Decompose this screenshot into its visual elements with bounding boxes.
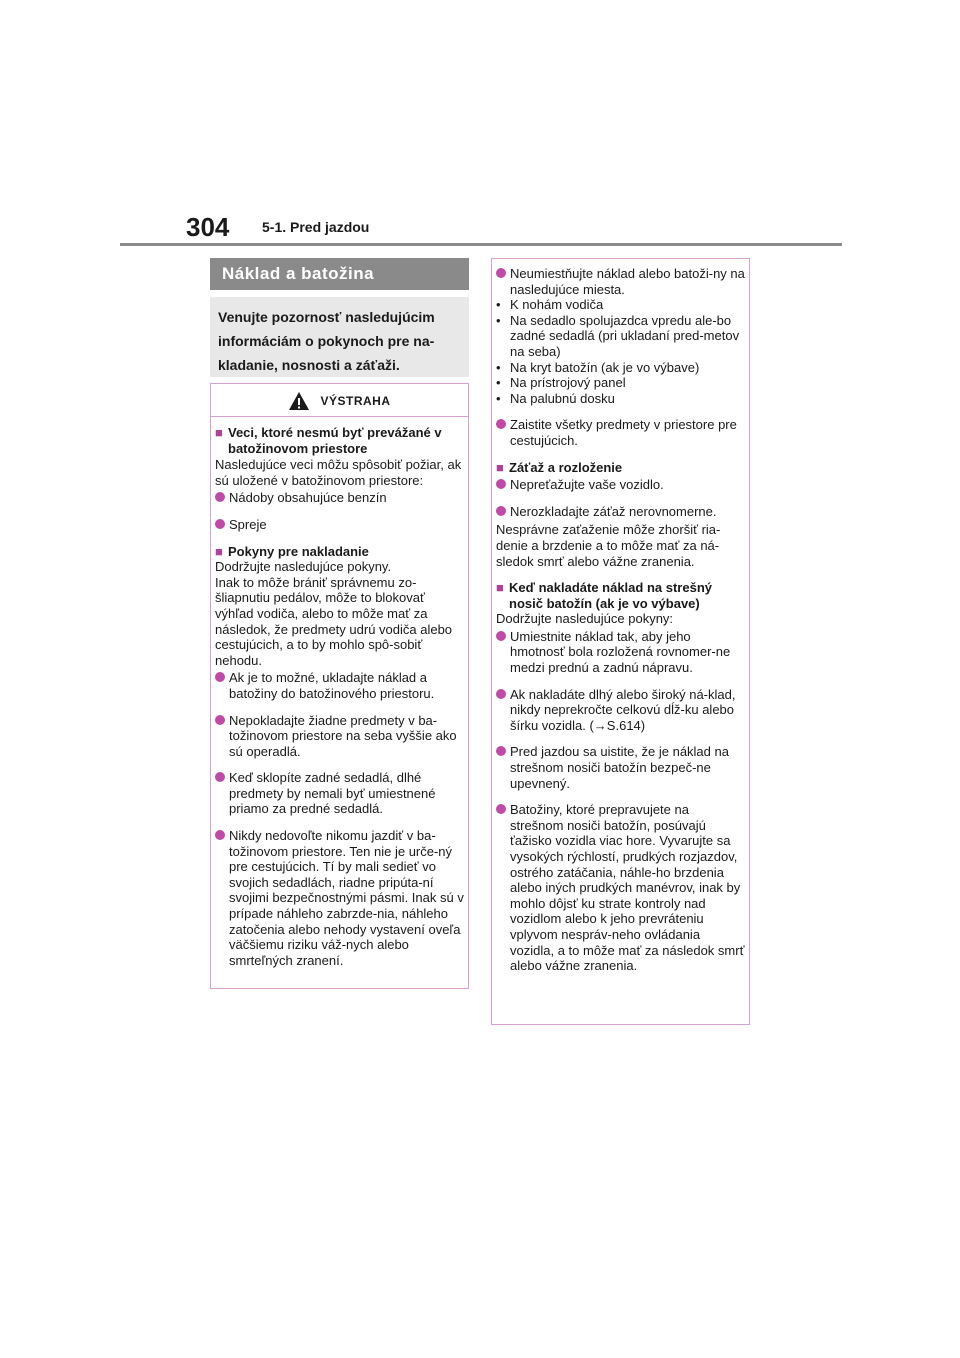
square-bullet-icon: ■	[496, 459, 504, 475]
bullet-dot-icon	[496, 746, 506, 756]
warning-header	[211, 384, 468, 417]
list-item: Nepokladajte žiadne predmety v ba-tožinovom priestore na seba vyššie ako sú operadlá.	[215, 713, 464, 760]
bullet-dot-icon	[496, 506, 506, 516]
list-item: Ak je to možné, ukladajte náklad a batožiny do batožinového priestoru.	[215, 670, 464, 701]
warning-triangle-icon	[288, 391, 310, 411]
dash-item: • Na prístrojový panel	[496, 375, 626, 391]
dash-item: • Na palubnú dosku	[496, 390, 615, 406]
square-bullet-icon: ■	[496, 580, 504, 596]
bullet-dot-icon	[215, 715, 225, 725]
paragraph: Nasledujúce veci môžu spôsobiť požiar, ak sú uložené v batožinovom priestore:	[215, 457, 462, 488]
subheading: ■ Záťaž a rozloženie	[496, 459, 623, 475]
list-item: Pred jazdou sa uistite, že je náklad na strešnom nosiči batožín bezpeč-ne upevnený.	[496, 744, 745, 791]
intro-text: Venujte pozornosť nasledujúcim informáciám o pokynoch pre na-kladanie, nosnosti a záťaži.	[210, 297, 469, 377]
bullet-dot-icon	[215, 492, 225, 502]
subheading: ■ Keď nakladáte náklad na strešný nosič batožín (ak je vo výbave)	[496, 580, 712, 611]
dash-item: • K nohám vodiča	[496, 297, 604, 313]
bullet-dot-icon	[496, 268, 506, 278]
dash-item: • Na sedadlo spolujazdca vpredu ale-bo zadné sedadlá (pri ukladaní pred-metov na seba)	[496, 312, 740, 359]
section-label: 5-1. Pred jazdou	[262, 219, 370, 235]
subheading: ■ Pokyny pre nakladanie	[215, 543, 369, 559]
list-item: Nikdy nedovoľte nikomu jazdiť v ba-tožinovom priestore. Ten nie je urče-ný pre cestujúcich. Tí by mali sedieť vo svojich sedadlách, riadne pripúta-ní svojimi bezpečnostnými pásmi. Inak sú v prípade náhleho zabrzde-nia, náhleho zatočenia alebo nehody vystavení oveľa väčšiemu riziku váž-nych alebo smrteľných zranení.	[215, 828, 464, 968]
bullet-dot-icon	[215, 772, 225, 782]
bullet-dot-icon	[496, 479, 506, 489]
dash-item: • Na kryt batožín (ak je vo výbave)	[496, 359, 700, 375]
warning-label: VÝSTRAHA	[320, 394, 391, 408]
list-item: Umiestnite náklad tak, aby jeho hmotnosť bola rozložená rovnomer-ne medzi prednú a zadnú nápravu.	[496, 629, 745, 676]
square-bullet-icon: ■	[215, 425, 223, 440]
list-item: Nádoby obsahujúce benzín	[215, 490, 464, 506]
warning-box-left	[210, 383, 469, 989]
bullet-dot-icon	[496, 689, 506, 699]
bullet-dot-icon	[496, 419, 506, 429]
paragraph: Dodržujte nasledujúce pokyny. Inak to môže brániť správnemu zo-šliapnutiu pedálov, môže to blokovať výhľad vodiča, alebo to môže mať za následok, že predmety udrú vodiča alebo cestujúcich, a to by mohlo spô-sobiť nehodu.	[215, 559, 453, 668]
page-title: Náklad a batožina	[210, 258, 469, 290]
warning-box-right	[491, 258, 750, 1025]
paragraph: Nesprávne zaťaženie môže zhoršiť ria-denie a brzdenie a to môže mať za ná-sledok smrť alebo vážne zranenia.	[496, 522, 721, 569]
page-number: 304	[186, 212, 230, 242]
list-item: Spreje	[215, 517, 464, 533]
bullet-dot-icon	[215, 672, 225, 682]
bullet-dot-icon	[496, 804, 506, 814]
list-item: Neumiestňujte náklad alebo batoži-ny na nasledujúce miesta.	[496, 266, 745, 297]
list-item: Zaistite všetky predmety v priestore pre cestujúcich.	[496, 417, 745, 448]
list-item: Nepreťažujte vaše vozidlo.	[496, 477, 745, 493]
list-item: Nerozkladajte záťaž nerovnomerne.	[496, 504, 745, 520]
bullet-dot-icon	[496, 631, 506, 641]
subheading: ■ Veci, ktoré nesmú byť prevážané v batožinovom priestore	[215, 425, 442, 456]
warning-content-left	[211, 417, 468, 968]
paragraph: Dodržujte nasledujúce pokyny:	[496, 611, 674, 627]
square-bullet-icon: ■	[215, 543, 223, 559]
list-item: Batožiny, ktoré prepravujete na strešnom nosiči batožín, posúvajú ťažisko vozidla viac hore. Vyvarujte sa vysokých rýchlostí, prudkých rozjazdov, ostrého zatáčania, náhle-ho brzdenia alebo iných prudkých manévrov, inak by mohlo dôjsť ku strate kontroly nad vozidlom alebo k jeho prevráteniu vplyvom nespráv-neho ovládania vozidla, a to môže mať za následok smrť alebo vážne zranenia.	[496, 802, 745, 974]
list-item: Ak nakladáte dlhý alebo široký ná-klad, nikdy neprekročte celkovú dĺž-ku alebo šírku vozidla. (→S.614)	[496, 687, 745, 734]
list-item: Keď sklopíte zadné sedadlá, dlhé predmety by nemali byť umiestnené priamo za predné sedadlá.	[215, 770, 464, 817]
bullet-dot-icon	[215, 519, 225, 529]
header-rule	[120, 243, 842, 246]
warning-content-right	[492, 259, 749, 974]
bullet-dot-icon	[215, 830, 225, 840]
